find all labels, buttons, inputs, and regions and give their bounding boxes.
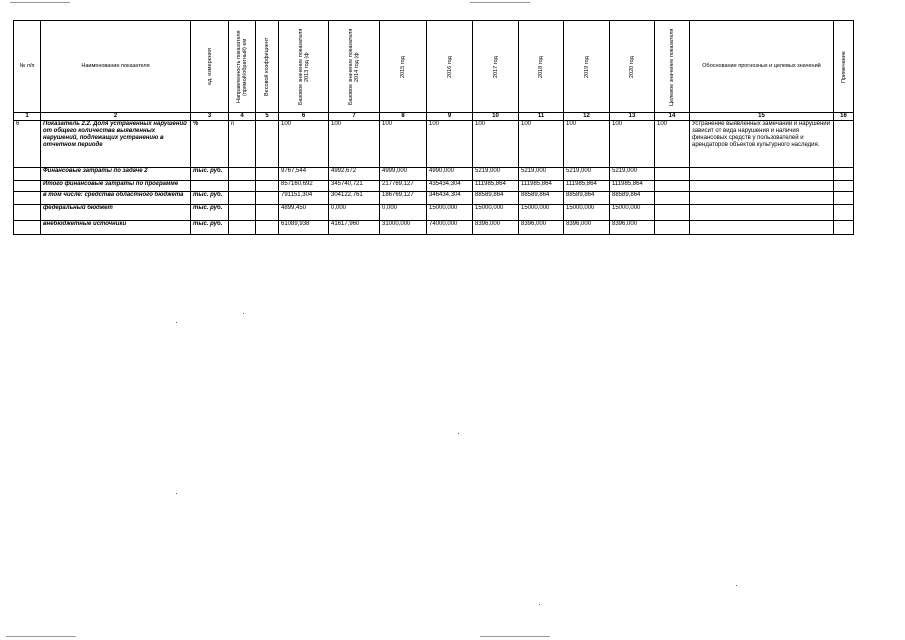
value-cell: 111985,864 — [610, 181, 655, 192]
weight-cell — [256, 205, 279, 221]
direction-cell — [229, 168, 256, 181]
unit-cell: тыс. руб. — [191, 221, 229, 235]
justification-cell — [690, 168, 834, 181]
note-cell — [834, 121, 854, 168]
value-cell: 791151,304 — [279, 192, 329, 205]
weight-cell — [256, 181, 279, 192]
column-number: 13 — [610, 113, 655, 121]
weight-cell — [256, 221, 279, 235]
value-cell: 0,000 — [329, 205, 380, 221]
table-row — [14, 121, 854, 168]
header-2016: 2016 год — [446, 55, 453, 78]
table-row — [14, 168, 854, 181]
target-cell — [655, 221, 690, 235]
weight-cell — [256, 192, 279, 205]
note-cell — [834, 192, 854, 205]
scan-speck — [176, 322, 177, 323]
value-cell: 61089,938 — [279, 221, 329, 235]
header-name: Наименование показателя — [41, 21, 191, 113]
value-cell: 111985,864 — [473, 181, 519, 192]
value-cell: 31000,000 — [380, 221, 427, 235]
header-2020: 2020 год — [629, 55, 635, 78]
value-cell: 15000,000 — [610, 205, 655, 221]
indicator-name: Итого финансовые затраты по программе — [41, 181, 191, 192]
scan-top-edge-left — [10, 2, 70, 3]
value-cell: 88589,864 — [564, 192, 610, 205]
value-cell: 100 — [279, 121, 329, 168]
value-cell: 88589,864 — [473, 192, 519, 205]
target-cell — [655, 168, 690, 181]
column-number: 6 — [279, 113, 329, 121]
column-number: 1 — [14, 113, 41, 121]
scan-speck — [176, 493, 177, 494]
indicator-name: в том числе: средства областного бюджета — [41, 192, 191, 205]
header-2018: 2018 год — [538, 55, 544, 78]
row-number — [14, 205, 41, 221]
header-2019: 2019 год — [583, 55, 590, 78]
header-base-2014: Базовое значение показателя 2014 год (ф — [348, 28, 360, 105]
header-2017-cell — [473, 21, 519, 113]
column-number: 2 — [41, 113, 191, 121]
value-cell: 186769,127 — [380, 192, 427, 205]
column-number-row — [14, 113, 854, 121]
column-number: 3 — [191, 113, 229, 121]
justification-cell — [690, 221, 834, 235]
value-cell: 346434,304 — [427, 192, 473, 205]
value-cell: 100 — [380, 121, 427, 168]
header-2015-cell — [380, 21, 427, 113]
scan-bottom-edge-left — [6, 636, 76, 637]
target-cell — [655, 181, 690, 192]
value-cell: 304122,761 — [329, 192, 380, 205]
indicator-name: внебюджетные источники — [41, 221, 191, 235]
note-cell — [834, 221, 854, 235]
value-cell: 4990,000 — [427, 168, 473, 181]
value-cell: 5219,000 — [564, 168, 610, 181]
unit-cell: % — [191, 121, 229, 168]
value-cell: 9767,544 — [279, 168, 329, 181]
value-cell: 8396,000 — [610, 221, 655, 235]
value-cell: 111985,864 — [564, 181, 610, 192]
column-number: 16 — [834, 113, 854, 121]
column-number: 12 — [564, 113, 610, 121]
value-cell: 0,000 — [380, 205, 427, 221]
indicator-name: Финансовые затраты по задаче 2 — [41, 168, 191, 181]
header-2015: 2015 год — [400, 55, 406, 78]
value-cell: 15000,000 — [519, 205, 564, 221]
header-target: Целевое значение показателя — [669, 27, 675, 106]
value-cell: 8396,000 — [473, 221, 519, 235]
justification-cell — [690, 192, 834, 205]
header-base-2013-cell — [279, 21, 329, 113]
scan-top-edge-right — [470, 2, 530, 3]
column-number: 9 — [427, 113, 473, 121]
header-2016-cell — [427, 21, 473, 113]
unit-cell: тыс. руб. — [191, 192, 229, 205]
column-number: 8 — [380, 113, 427, 121]
indicator-name: Показатель 2.2. Доля устраненных нарушений от общего количества выявленных нарушений, подлежащих устранению в отчетном периоде — [41, 121, 191, 168]
value-cell: 100 — [473, 121, 519, 168]
header-direction: Направленность показателя (прямой/обратный) ем — [236, 30, 248, 103]
value-cell: 15000,000 — [427, 205, 473, 221]
column-number: 4 — [229, 113, 256, 121]
column-number: 11 — [519, 113, 564, 121]
unit-cell: тыс. руб. — [191, 205, 229, 221]
value-cell: 88589,864 — [610, 192, 655, 205]
header-justification: Обоснование прогнозных и целевых значений — [690, 21, 834, 113]
direction-cell — [229, 192, 256, 205]
indicator-name: федеральный бюджет — [41, 205, 191, 221]
unit-cell — [191, 181, 229, 192]
justification-cell: Устранение выявленных замечаний и нарушений зависит от вида нарушения и наличия финансовых средств у пользователей и арендаторов объектов культурного наследия. — [690, 121, 834, 168]
value-cell: 100 — [329, 121, 380, 168]
header-note-cell — [834, 21, 854, 113]
scan-speck — [243, 313, 244, 314]
target-cell: 100 — [655, 121, 690, 168]
header-target-cell — [655, 21, 690, 113]
header-direction-cell — [229, 21, 256, 113]
value-cell: 8396,000 — [564, 221, 610, 235]
weight-cell — [256, 121, 279, 168]
value-cell: 217769,127 — [380, 181, 427, 192]
header-2020-cell — [610, 21, 655, 113]
column-number: 15 — [690, 113, 834, 121]
header-num: № п/п — [14, 21, 41, 113]
weight-cell — [256, 168, 279, 181]
header-2018-cell — [519, 21, 564, 113]
column-number: 7 — [329, 113, 380, 121]
value-cell: 857160,692 — [279, 181, 329, 192]
value-cell: 100 — [564, 121, 610, 168]
direction-cell — [229, 181, 256, 192]
header-row — [14, 21, 854, 113]
note-cell — [834, 205, 854, 221]
direction-cell — [229, 221, 256, 235]
row-number: 6 — [14, 121, 41, 168]
header-2019-cell — [564, 21, 610, 113]
table-row — [14, 221, 854, 235]
header-weight: Весовой коэффициент — [264, 37, 270, 96]
header-unit: ед. измерения — [206, 48, 213, 85]
header-2017: 2017 год — [492, 55, 499, 78]
table-row — [14, 192, 854, 205]
scan-speck — [736, 585, 737, 586]
column-number: 10 — [473, 113, 519, 121]
note-cell — [834, 181, 854, 192]
row-number — [14, 181, 41, 192]
scan-speck — [539, 604, 540, 605]
table-row — [14, 205, 854, 221]
value-cell: 5219,000 — [610, 168, 655, 181]
header-weight-cell — [256, 21, 279, 113]
direction-cell — [229, 205, 256, 221]
direction-cell: n — [229, 121, 256, 168]
value-cell: 5219,000 — [473, 168, 519, 181]
header-base-2013: Базовое значение показателя 2013 год (ф — [297, 28, 310, 105]
value-cell: 74000,000 — [427, 221, 473, 235]
value-cell: 41617,960 — [329, 221, 380, 235]
value-cell: 15000,000 — [564, 205, 610, 221]
column-number: 14 — [655, 113, 690, 121]
scan-bottom-edge-right — [480, 636, 550, 637]
value-cell: 100 — [519, 121, 564, 168]
value-cell: 5219,000 — [519, 168, 564, 181]
value-cell: 4999,000 — [380, 168, 427, 181]
note-cell — [834, 168, 854, 181]
target-cell — [655, 205, 690, 221]
justification-cell — [690, 181, 834, 192]
unit-cell: тыс. руб. — [191, 168, 229, 181]
header-note: Примечание — [840, 50, 847, 83]
table-row — [14, 181, 854, 192]
column-number: 5 — [256, 113, 279, 121]
value-cell: 4899,450 — [279, 205, 329, 221]
header-base-2014-cell — [329, 21, 380, 113]
row-number — [14, 168, 41, 181]
row-number — [14, 221, 41, 235]
value-cell: 8396,000 — [519, 221, 564, 235]
header-unit-cell — [191, 21, 229, 113]
value-cell: 4992,672 — [329, 168, 380, 181]
value-cell: 111985,864 — [519, 181, 564, 192]
value-cell: 100 — [427, 121, 473, 168]
row-number — [14, 192, 41, 205]
value-cell: 15000,000 — [473, 205, 519, 221]
value-cell: 435434,304 — [427, 181, 473, 192]
value-cell: 100 — [610, 121, 655, 168]
value-cell: 88589,864 — [519, 192, 564, 205]
value-cell: 345740,721 — [329, 181, 380, 192]
indicator-table — [13, 20, 854, 235]
target-cell — [655, 192, 690, 205]
scan-speck — [458, 433, 459, 434]
justification-cell — [690, 205, 834, 221]
